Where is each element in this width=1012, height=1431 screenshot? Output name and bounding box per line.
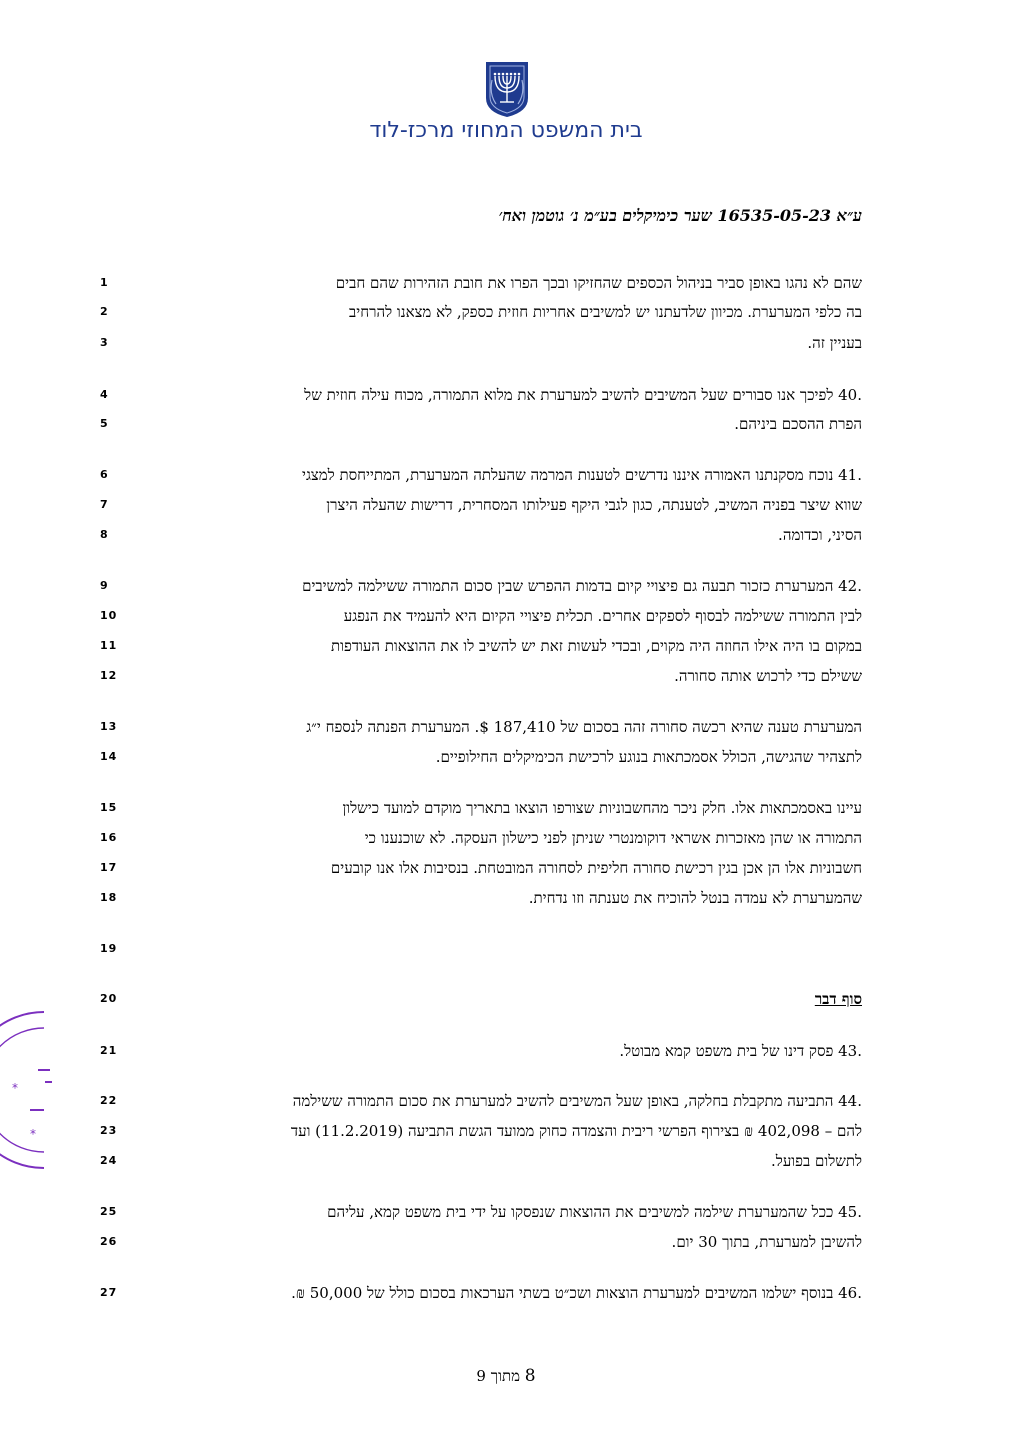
line-number: 8 [100, 528, 109, 541]
text-line: שהמערערת לא עמדה בנטל להוכיח את טענתה וזו נדחית. [528, 889, 862, 907]
state-emblem-icon [484, 60, 530, 118]
text-line: התמורה או שהן מאזכרות אשראי דוקומנטרי שניתן לפני כישלון העסקה. לא שוכנענו כי [364, 829, 862, 847]
line-number: 26 [100, 1235, 118, 1248]
text-line: הסיני, וכדומה. [778, 526, 862, 544]
line-number: 1 [100, 276, 109, 289]
text-line: המערערת טענה שהיא רכשה סחורה זהה בסכום של 187,410 $. המערערת הפנתה לנספח י״ג [306, 718, 862, 736]
text-line: .46 בנוסף ישלמו המשיבים למערערת הוצאות ושכ״ט בשתי הערכאות בסכום כולל של 50,000 ₪. [291, 1284, 862, 1302]
text-line: בה כלפי המערערת. מכיוון שלדעתנו יש למשיבים אחריות חוזית כספק, לא מצאנו להרחיב [349, 303, 862, 321]
line-number: 27 [100, 1286, 118, 1299]
line-number: 6 [100, 468, 109, 481]
text-line: .44 התביעה מתקבלת בחלקה, באופן שעל המשיבים להשיב למערערת את סכום התמורה ששילמה [292, 1092, 862, 1110]
line-number: 18 [100, 891, 118, 904]
svg-text:*: * [30, 1127, 36, 1141]
text-line: לתצהיר שהגישה, הכולל אסמכתאות בנוגע לרכישת הכימיקלים החילופיים. [435, 748, 862, 766]
case-title: ע״א 16535-05-23 שער כימיקלים בע״מ נ׳ גוטמן ואח׳ [498, 206, 862, 225]
line-number: 25 [100, 1205, 118, 1218]
text-line: עיינו באסמכתאות אלו. חלק ניכר מהחשבוניות שצורפו הוצאו בתאריך מוקדם למועד כישלון [342, 799, 862, 817]
court-name: בית המשפט המחוזי מרכז-לוד [369, 118, 643, 143]
line-number: 14 [100, 750, 118, 763]
line-number: 16 [100, 831, 118, 844]
text-line: .42 המערערת כזכור תבעה גם פיצויי קיום בדמות ההפרש שבין סכום התמורה ששילמה למשיבים [302, 577, 862, 595]
page-total: 9 [476, 1367, 486, 1385]
text-line: הפרת ההסכם ביניהם. [734, 415, 862, 433]
line-number: 7 [100, 498, 109, 511]
line-number: 11 [100, 639, 118, 652]
line-number: 12 [100, 669, 118, 682]
line-number: 20 [100, 992, 118, 1005]
text-line: .41 נוכח מסקנתנו האמורה איננו נדרשים לטענות המרמה שהעלתה המערערת, המתייחסת למצגי [302, 466, 862, 484]
line-number: 15 [100, 801, 118, 814]
text-line: .45 ככל שהמערערת שילמה למשיבים את ההוצאות שנפסקו על ידי בית משפט קמא, עליהם [327, 1203, 862, 1221]
line-number: 9 [100, 579, 109, 592]
text-line: .40 לפיכך אנו סבורים שעל המשיבים להשיב למערערת את מלוא התמורה, מכוח עילה חוזית של [304, 386, 862, 404]
text-line: שהם לא נהגו באופן סביר בניהול הכספים שהחזיקו ובכך הפרו את חובת הזהירות שהם חבים [335, 274, 862, 292]
text-line: להשיבן למערערת, בתוך 30 יום. [671, 1233, 862, 1251]
line-number: 19 [100, 942, 118, 955]
line-number: 3 [100, 336, 109, 349]
line-number: 10 [100, 609, 118, 622]
page-of-label: מתוך [490, 1367, 520, 1385]
text-line: במקום בו היה אילו החוזה היה מקוים, ובכדי לעשות זאת יש להשיב לו את ההוצאות העודפות [331, 637, 862, 655]
text-line: לתשלום בפועל. [771, 1152, 862, 1170]
line-number: 22 [100, 1094, 118, 1107]
text-line: בעניין זה. [807, 334, 862, 352]
text-line: לבין התמורה ששילמה לבסוף לספקים אחרים. תכלית פיצויי הקיום היא להעמיד את הנפגע [343, 607, 862, 625]
line-number: 23 [100, 1124, 118, 1137]
page-current: 8 [524, 1366, 536, 1386]
line-number: 13 [100, 720, 118, 733]
text-line: .43 פסק דינו של בית משפט קמא מבוטל. [619, 1042, 862, 1060]
court-stamp-icon [0, 1010, 60, 1170]
text-line: חשבוניות אלו הן אכן בגין רכישת סחורה חליפית לסחורה המובטחת. בנסיבות אלו אנו קובעים [330, 859, 862, 877]
line-number: 5 [100, 417, 109, 430]
page-indicator [0, 1366, 1012, 1386]
section-heading: סוף דבר [814, 990, 862, 1008]
text-line: ששילם כדי לרכוש אותה סחורה. [674, 667, 862, 685]
line-number: 24 [100, 1154, 118, 1167]
line-number: 17 [100, 861, 118, 874]
line-number: 21 [100, 1044, 118, 1057]
svg-text:*: * [12, 1081, 18, 1095]
text-line: להם – 402,098 ₪ בצירוף הפרשי ריבית והצמדה כחוק ממועד הגשת התביעה (11.2.2019) ועד [290, 1122, 862, 1140]
line-number: 4 [100, 388, 109, 401]
text-line: שווא שיצר בפניה המשיב, לטענתה, כגון לגבי היקף פעילותו המסחרית, דרישות שהעלה היצרן [326, 496, 862, 514]
line-number: 2 [100, 305, 109, 318]
